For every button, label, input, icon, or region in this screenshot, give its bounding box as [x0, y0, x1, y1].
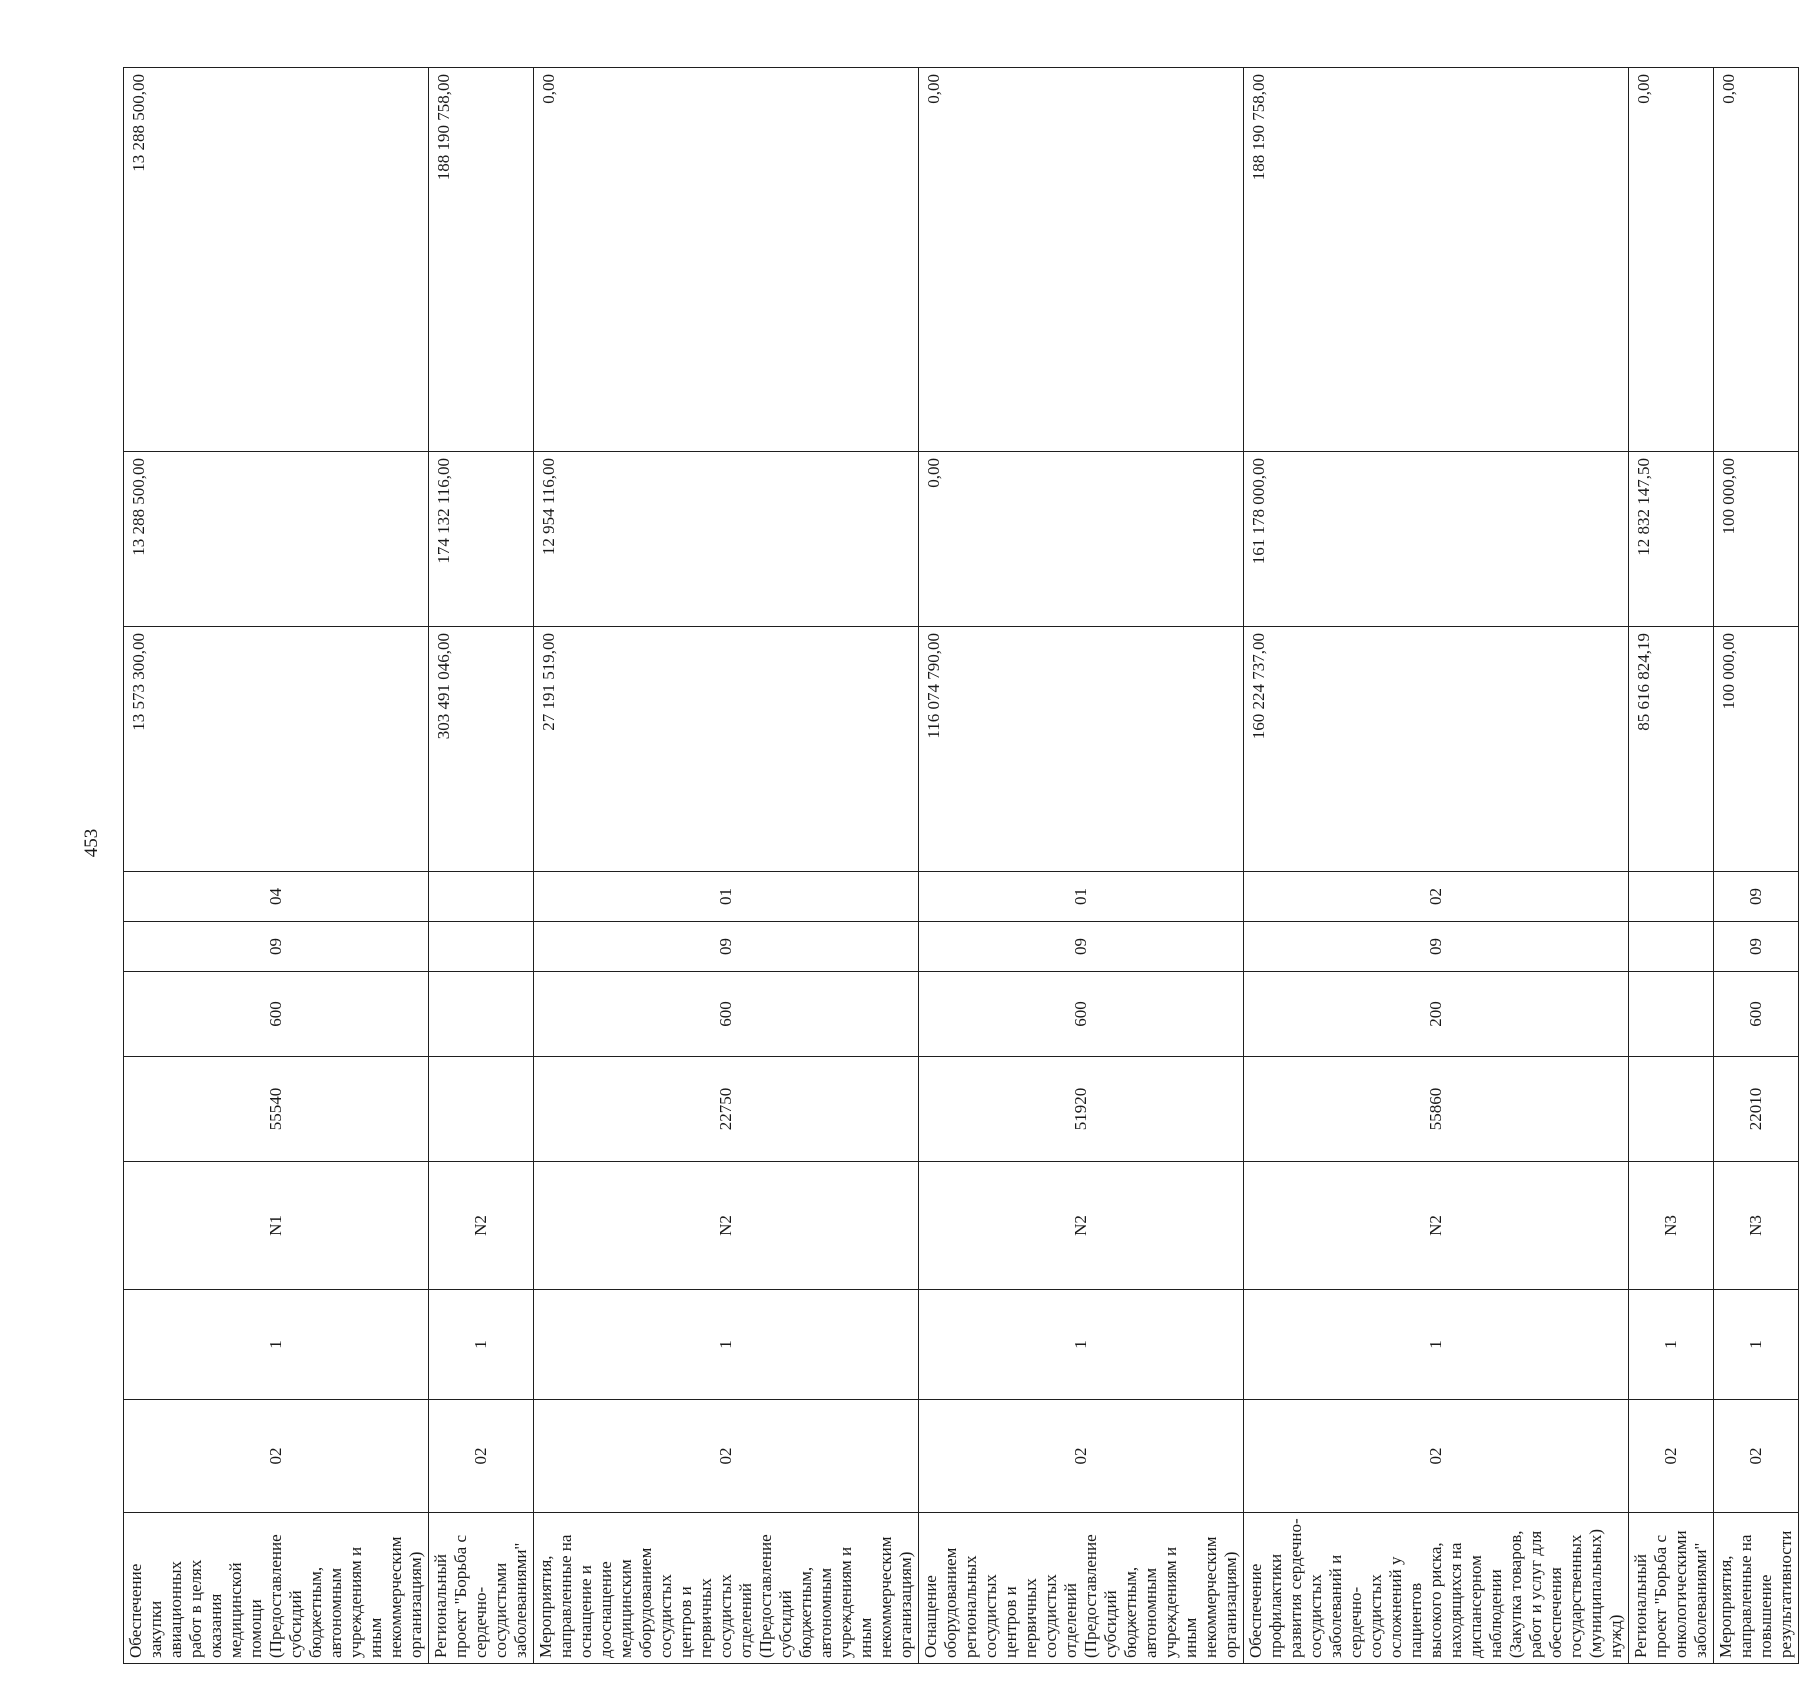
cell-amount-2: 161 178 000,00: [1244, 452, 1629, 627]
cell-subprogram: 1: [919, 1290, 1244, 1400]
table-row: [1244, 68, 1629, 1664]
table-row: [919, 68, 1244, 1664]
cell-direction: 55860: [1244, 1057, 1629, 1162]
cell-subsection: [1629, 872, 1714, 922]
cell-expense-type: [1629, 972, 1714, 1057]
cell-expense-type: 600: [124, 972, 429, 1057]
table-body: [124, 68, 1799, 1664]
cell-subsection: [429, 872, 534, 922]
cell-section: [1629, 922, 1714, 972]
budget-table: [123, 67, 1799, 1664]
cell-program: 02: [429, 1400, 534, 1513]
cell-amount-3: 0,00: [919, 68, 1244, 452]
cell-amount-1: 116 074 790,00: [919, 627, 1244, 872]
cell-subsection: 09: [1714, 872, 1799, 922]
cell-description: Обеспечение закупки авиационных работ в целях оказания медицинской помощи (Предоставление субсидий бюджетным, автономным учреждениям и иным некоммерческим организациям): [124, 1513, 429, 1664]
cell-expense-type: 600: [534, 972, 919, 1057]
cell-direction: 22010: [1714, 1057, 1799, 1162]
cell-description: Мероприятия, направленные на оснащение и дооснащение медицинским оборудованием сосудистых центров и первичных сосудистых отделений (Предоставление субсидий бюджетным, автономным учреждениям и иным некоммерческим организациям): [534, 1513, 919, 1664]
cell-expense-type: 200: [1244, 972, 1629, 1057]
cell-project: N2: [919, 1162, 1244, 1290]
cell-expense-type: [429, 972, 534, 1057]
cell-amount-2: 100 000,00: [1714, 452, 1799, 627]
cell-direction: 55540: [124, 1057, 429, 1162]
cell-section: 09: [1714, 922, 1799, 972]
cell-subsection: 04: [124, 872, 429, 922]
cell-project: N2: [534, 1162, 919, 1290]
cell-project: N3: [1714, 1162, 1799, 1290]
cell-amount-2: 12 832 147,50: [1629, 452, 1714, 627]
cell-subprogram: 1: [124, 1290, 429, 1400]
cell-amount-1: 100 000,00: [1714, 627, 1799, 872]
cell-subprogram: 1: [1244, 1290, 1629, 1400]
cell-amount-2: 0,00: [919, 452, 1244, 627]
cell-program: 02: [1244, 1400, 1629, 1513]
cell-amount-1: 27 191 519,00: [534, 627, 919, 872]
cell-section: 09: [1244, 922, 1629, 972]
cell-subprogram: 1: [1714, 1290, 1799, 1400]
cell-program: 02: [1714, 1400, 1799, 1513]
cell-direction: [429, 1057, 534, 1162]
cell-amount-2: 13 288 500,00: [124, 452, 429, 627]
cell-description: Мероприятия, направленные на повышение результативности: [1714, 1513, 1799, 1664]
rotated-table-container: [123, 68, 1795, 1664]
cell-section: 09: [124, 922, 429, 972]
cell-subprogram: 1: [429, 1290, 534, 1400]
cell-subprogram: 1: [534, 1290, 919, 1400]
cell-expense-type: 600: [1714, 972, 1799, 1057]
cell-amount-3: 188 190 758,00: [1244, 68, 1629, 452]
cell-amount-3: 188 190 758,00: [429, 68, 534, 452]
cell-description: Региональный проект "Борьба с онкологическими заболеваниями": [1629, 1513, 1714, 1664]
cell-description: Оснащение оборудованием региональных сосудистых центров и первичных сосудистых отделений (Предоставление субсидий бюджетным, автономным учреждениям и иным некоммерческим организациям): [919, 1513, 1244, 1664]
cell-amount-1: 13 573 300,00: [124, 627, 429, 872]
cell-project: N1: [124, 1162, 429, 1290]
cell-expense-type: 600: [919, 972, 1244, 1057]
cell-amount-3: 13 288 500,00: [124, 68, 429, 452]
cell-program: 02: [1629, 1400, 1714, 1513]
cell-subsection: 01: [919, 872, 1244, 922]
cell-direction: 22750: [534, 1057, 919, 1162]
cell-section: [429, 922, 534, 972]
cell-project: N2: [429, 1162, 534, 1290]
cell-project: N3: [1629, 1162, 1714, 1290]
page-number: 453: [81, 828, 102, 858]
cell-amount-3: 0,00: [1629, 68, 1714, 452]
cell-amount-2: 174 132 116,00: [429, 452, 534, 627]
cell-amount-1: 85 616 824,19: [1629, 627, 1714, 872]
cell-description: Обеспечение профилактики развития сердечно-сосудистых заболеваний и сердечно-сосудистых осложнений у пациентов высокого риска, находящихся на диспансерном наблюдении (Закупка товаров, работ и услуг для обеспечения государственных (муниципальных) нужд): [1244, 1513, 1629, 1664]
cell-direction: [1629, 1057, 1714, 1162]
cell-direction: 51920: [919, 1057, 1244, 1162]
table-row: [429, 68, 534, 1664]
cell-subsection: 01: [534, 872, 919, 922]
cell-subsection: 02: [1244, 872, 1629, 922]
cell-section: 09: [534, 922, 919, 972]
cell-project: N2: [1244, 1162, 1629, 1290]
table-row: [124, 68, 429, 1664]
table-row: [1714, 68, 1799, 1664]
cell-amount-2: 12 954 116,00: [534, 452, 919, 627]
cell-description: Региональный проект "Борьба с сердечно-сосудистыми заболеваниями": [429, 1513, 534, 1664]
table-row: [534, 68, 919, 1664]
cell-amount-3: 0,00: [1714, 68, 1799, 452]
cell-amount-1: 160 224 737,00: [1244, 627, 1629, 872]
cell-program: 02: [919, 1400, 1244, 1513]
cell-program: 02: [124, 1400, 429, 1513]
cell-section: 09: [919, 922, 1244, 972]
cell-program: 02: [534, 1400, 919, 1513]
cell-subprogram: 1: [1629, 1290, 1714, 1400]
table-row: [1629, 68, 1714, 1664]
cell-amount-1: 303 491 046,00: [429, 627, 534, 872]
cell-amount-3: 0,00: [534, 68, 919, 452]
